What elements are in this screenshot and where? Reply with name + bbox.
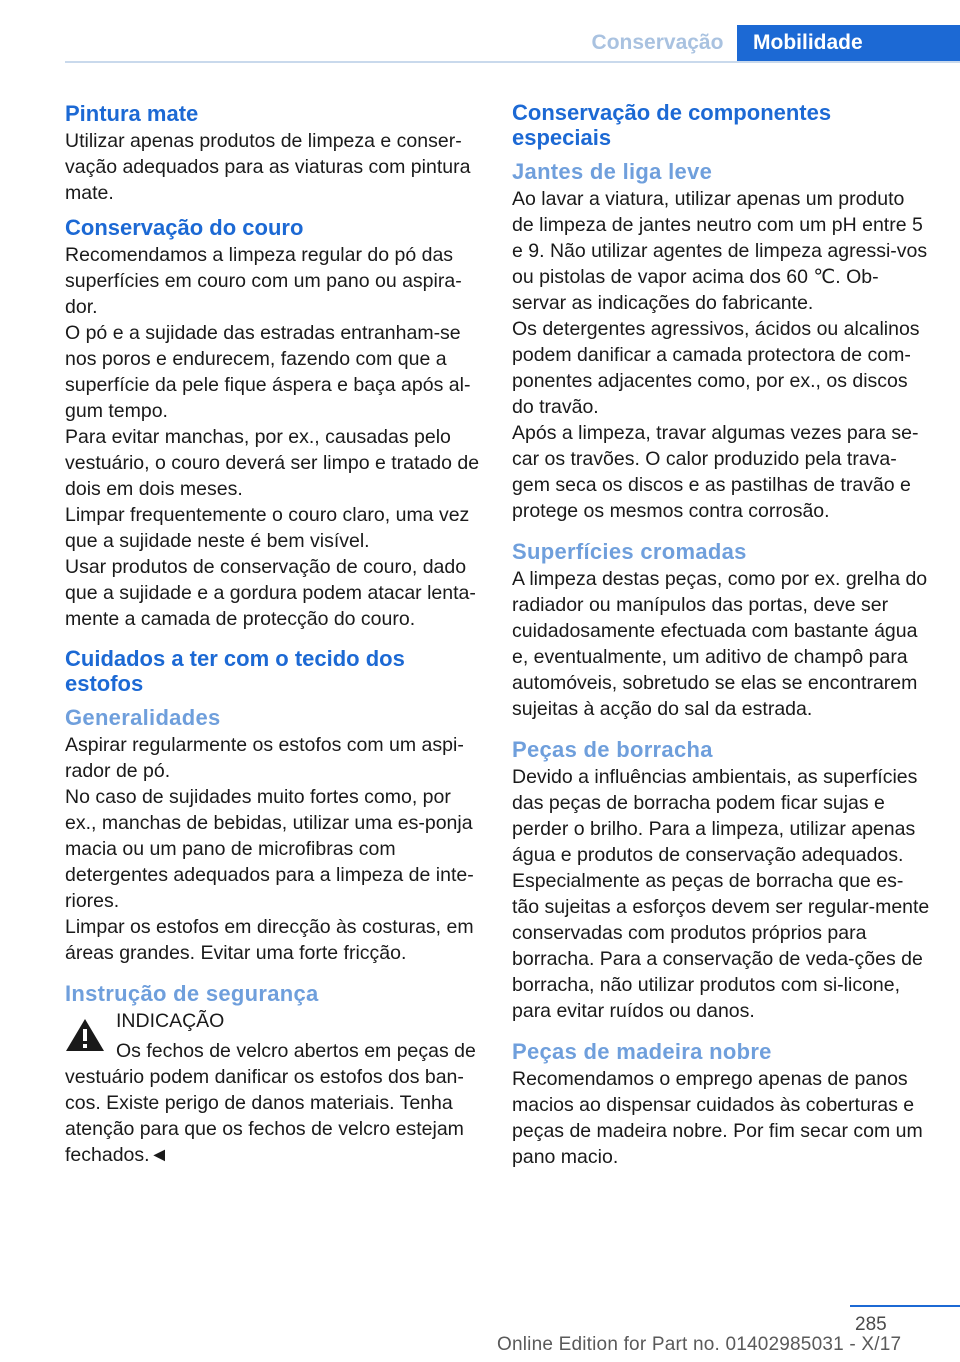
paragraph: A limpeza destas peças, como por ex. grelha do radiador ou manípulos das portas, deve ser cuidadosamente efectuada com bastante água e, eventualmente, um aditivo de champô para automóveis, sobretudo se elas se encontrarem sujeitas à acção do sal da estrada.: [512, 568, 928, 720]
paragraph: Após a limpeza, travar algumas vezes para se-car os travões. O calor produzido pela trava-gem seca os discos e as pastilhas de travão e protege os mesmos contra corrosão.: [512, 422, 919, 522]
heading-tecido-estofos: Cuidados a ter com o tecido dos estofos: [65, 646, 405, 696]
tab-conservacao[interactable]: Conservação: [591, 31, 724, 54]
heading-superficies-cromadas: Superfícies cromadas: [512, 539, 747, 564]
paragraph: Utilizar apenas produtos de limpeza e conser-vação adequados para as viaturas com pintura mate.: [65, 130, 471, 204]
paragraph: Limpar os estofos em direcção às costuras, em áreas grandes. Evitar uma forte fricção.: [65, 916, 474, 964]
paragraph: Recomendamos o emprego apenas de panos macios ao dispensar cuidados às coberturas e peças de madeira nobre. Por fim secar com um pano macio.: [512, 1068, 923, 1168]
warning-label: INDICAÇÃO: [116, 1010, 225, 1032]
paragraph: Limpar frequentemente o couro claro, uma vez que a sujidade neste é bem visível.: [65, 504, 470, 552]
edition-text: Online Edition for Part no. 01402985031 - X/17: [497, 1334, 902, 1355]
paragraph: Os detergentes agressivos, ácidos ou alcalinos podem danificar a camada protectora de com-ponentes adjacentes como, por ex., os discos do travão.: [512, 318, 920, 418]
paragraph: Para evitar manchas, por ex., causadas pelo vestuário, o couro deverá ser limpo e tratado de dois em dois meses.: [65, 426, 480, 500]
heading-madeira-nobre: Peças de madeira nobre: [512, 1039, 772, 1064]
right-column: [512, 100, 930, 1170]
heading-generalidades: Generalidades: [65, 705, 221, 730]
page-number: 285: [855, 1314, 887, 1335]
heading-conservacao-couro: Conservação do couro: [65, 215, 304, 240]
heading-jantes: Jantes de liga leve: [512, 159, 713, 184]
paragraph: Recomendamos a limpeza regular do pó das superfícies em couro com um pano ou aspira-dor.: [65, 244, 462, 318]
paragraph: No caso de sujidades muito fortes como, por ex., manchas de bebidas, utilizar uma es-ponja macia ou um pano de microfibras com detergentes adequados para a limpeza de inte-riores.: [65, 786, 474, 912]
paragraph: Devido a influências ambientais, as superfícies das peças de borracha podem ficar sujas e perder o brilho. Para a limpeza, utilizar apenas água e produtos de conservação adequados.: [512, 766, 918, 866]
heading-componentes-especiais: Conservação de componentes especiais: [512, 100, 832, 150]
paragraph: Especialmente as peças de borracha que es-tão sujeitas a esforços devem ser regular-mente conservadas com produtos próprios para borracha. Para a conservação de veda-ções de borracha, não utilizar produtos com si-licone, para evitar ruídos ou danos.: [512, 870, 930, 1022]
header-rule: [65, 61, 960, 63]
heading-instrucao-seguranca: Instrução de segurança: [65, 981, 319, 1006]
footer-rule: [850, 1305, 960, 1307]
left-column: [65, 100, 483, 1168]
heading-pecas-borracha: Peças de borracha: [512, 737, 713, 762]
heading-pintura-mate: Pintura mate: [65, 101, 199, 126]
tab-mobilidade[interactable]: Mobilidade: [737, 25, 960, 61]
warning-block: [65, 1008, 483, 1168]
paragraph: O pó e a sujidade das estradas entranham-se nos poros e endurecem, fazendo com que a superfície da pele fique áspera e baça após al-gum tempo.: [65, 322, 471, 422]
warning-triangle-icon: [65, 1018, 105, 1052]
paragraph: Aspirar regularmente os estofos com um aspi-rador de pó.: [65, 734, 464, 782]
paragraph: Ao lavar a viatura, utilizar apenas um produto de limpeza de jantes neutro com um pH entre 5 e 9. Não utilizar agentes de limpeza agressi-vos ou pistolas de vapor acima dos 60 ℃. Ob-servar as indicações do fabricante.: [512, 188, 928, 314]
warning-text: Os fechos de velcro abertos em peças de vestuário podem danificar os estofos dos ban-cos. Existe perigo de danos materiais. Tenha atenção para que os fechos de velcro estejam fechados.◄: [65, 1040, 476, 1166]
paragraph: Usar produtos de conservação de couro, dado que a sujidade e a gordura podem atacar lenta-mente a camada de protecção do couro.: [65, 556, 476, 630]
